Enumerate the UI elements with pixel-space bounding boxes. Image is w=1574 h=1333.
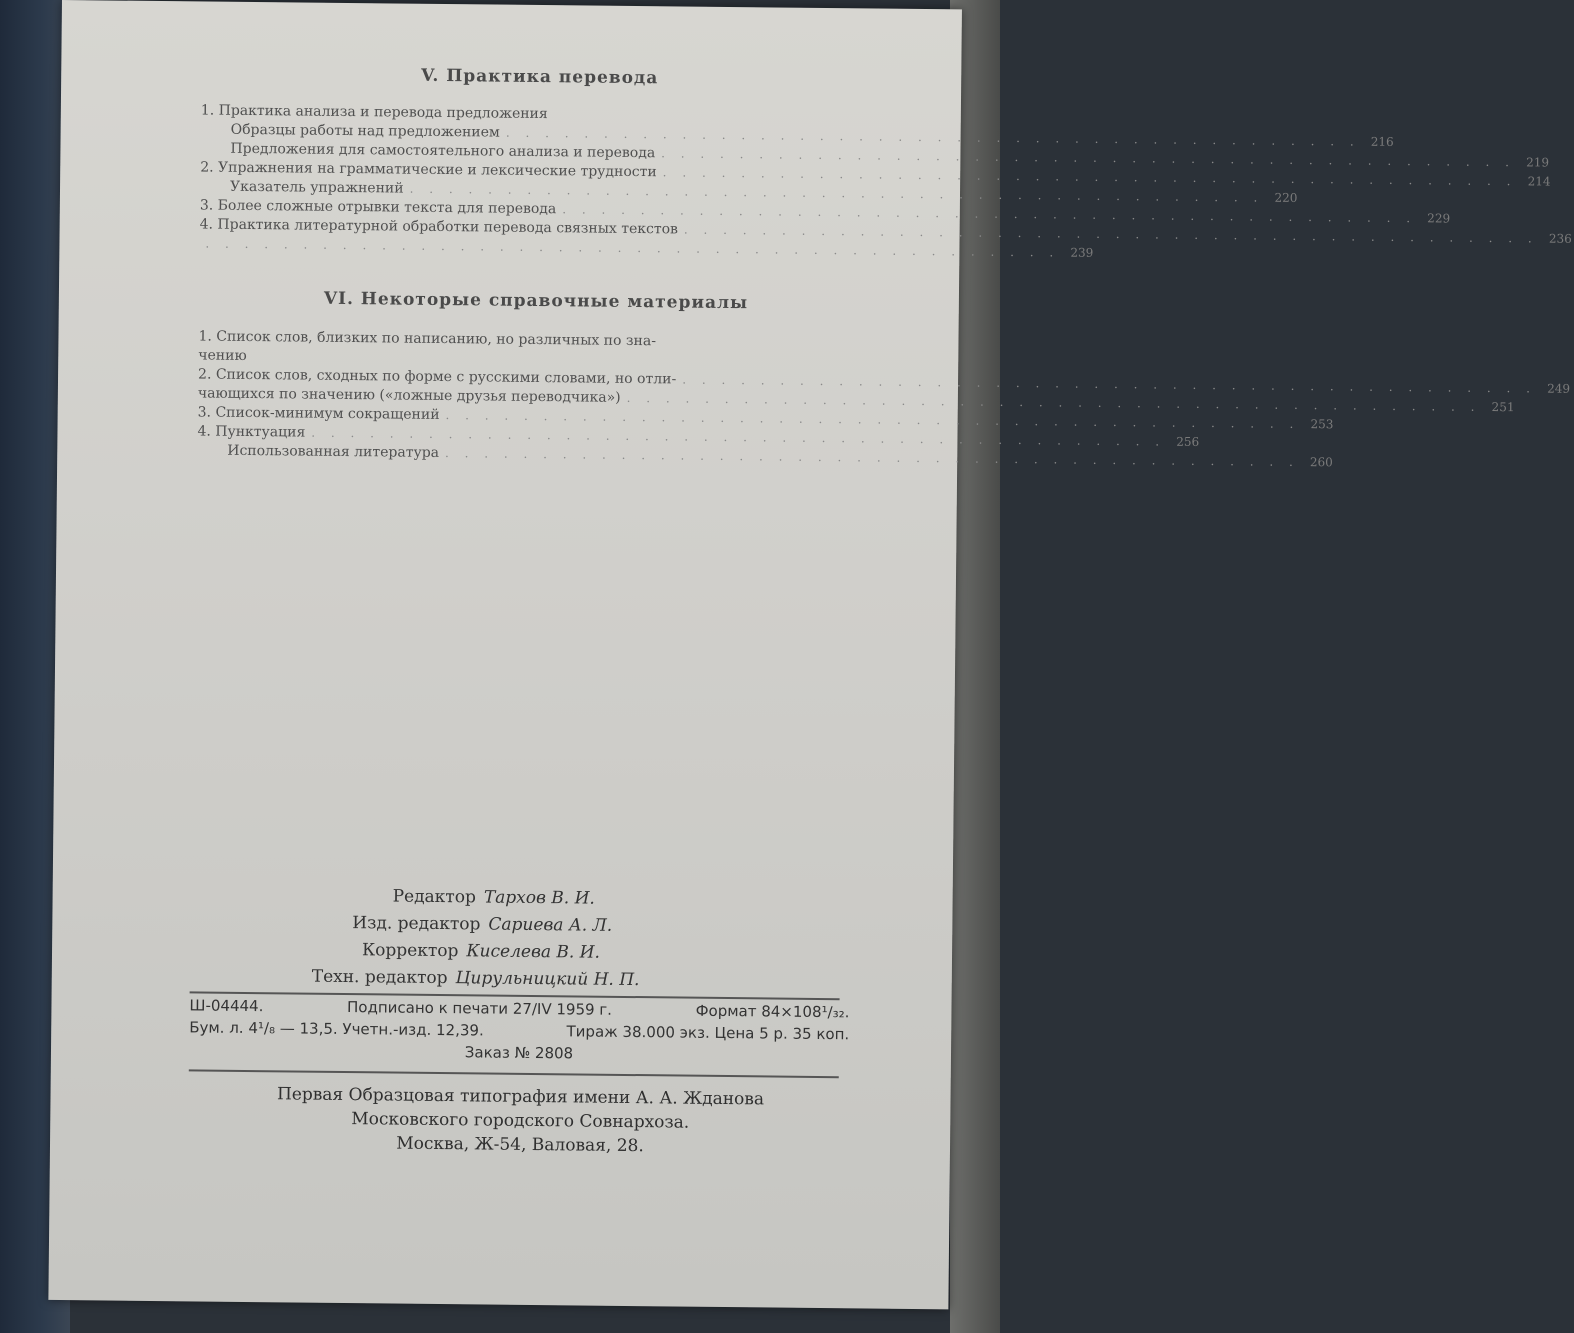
section-5-toc bbox=[199, 101, 1572, 260]
toc-leader-dots: . . . . . . . . . . . . . . . . . . . . . . . . . . . . . . . . . . . . . . . . . . . . bbox=[445, 408, 1300, 431]
imprint-code: Ш-04444. bbox=[189, 996, 264, 1016]
toc-entry-label: 2. Упражнения на грамматические и лексические трудности bbox=[200, 159, 657, 181]
toc-leader-dots: . . . . . . . . . . . . . . . . . . . . . . . . . . . . . . . . . . . . . . . . . . . . bbox=[682, 372, 1537, 396]
toc-leader-dots: . . . . . . . . . . . . . . . . . . . . . . . . . . . . . . . . . . . . . . . . . . . . bbox=[683, 222, 1538, 246]
toc-entry-page: 256 bbox=[1176, 434, 1200, 449]
credit-name: Цирульницкий Н. П. bbox=[455, 968, 640, 991]
book-page bbox=[48, 0, 1572, 1309]
toc-entry-page: 236 bbox=[1548, 231, 1572, 246]
toc-entry-label: 4. Пунктуация bbox=[197, 423, 306, 441]
toc-leader-dots: . . . . . . . . . . . . . . . . . . . . . . . . . . . . . . . . . . . . . . . . . . . . bbox=[409, 181, 1264, 205]
toc-leader-dots: . . . . . . . . . . . . . . . . . . . . . . . . . . . . . . . . . . . . . . . . . . . . bbox=[662, 165, 1517, 189]
toc-entry-label: 3. Список-минимум сокращений bbox=[197, 404, 440, 423]
credit-role: Корректор bbox=[361, 940, 459, 962]
toc-entry-label: чающихся по значению («ложные друзья переводчика») bbox=[197, 385, 621, 406]
toc-leader-dots: . . . . . . . . . . . . . . . . . . . . . . . . . . . . . . . . . . . . . . . . . . . . bbox=[626, 390, 1481, 414]
section-5-title: V. Практика перевода bbox=[421, 65, 659, 89]
toc-entry-page: 251 bbox=[1491, 399, 1515, 415]
toc-entry-label: Образцы работы над предложением bbox=[230, 121, 500, 141]
credit-name: Киселева В. И. bbox=[466, 941, 601, 963]
press-line-3: Москва, Ж-54, Валовая, 28. bbox=[396, 1133, 644, 1157]
printing-house bbox=[200, 1082, 841, 1161]
imprint-format: Формат 84×108¹/₃₂. bbox=[695, 1001, 850, 1022]
credit-role: Редактор bbox=[392, 886, 476, 908]
toc-entry-page: 216 bbox=[1370, 134, 1394, 149]
credit-publishing-editor bbox=[282, 909, 742, 941]
toc-entry-page: 229 bbox=[1427, 211, 1451, 226]
toc-entry-label: чению bbox=[198, 347, 247, 364]
imprint-block bbox=[189, 994, 850, 1067]
toc-entry-page: 249 bbox=[1547, 381, 1571, 396]
toc-entry-label: 3. Более сложные отрывки текста для перевода bbox=[199, 197, 557, 218]
divider-bottom bbox=[189, 1069, 839, 1078]
toc-entry-page: 253 bbox=[1310, 417, 1334, 432]
toc-leader-dots: . . . . . . . . . . . . . . . . . . . . . . . . . . . . . . . . . . . . . . . . . . . . bbox=[444, 446, 1299, 469]
press-line-2: Московского городского Совнархоза. bbox=[351, 1109, 690, 1133]
toc-entry-label: 1. Список слов, близких по написанию, но различных по зна- bbox=[198, 328, 657, 350]
credit-name: Тархов В. И. bbox=[483, 887, 595, 909]
imprint-order: Заказ № 2808 bbox=[464, 1043, 574, 1063]
toc-leader-dots: . . . . . . . . . . . . . . . . . . . . . . . . . . . . . . . . . . . . . . . . . . . . bbox=[205, 236, 1060, 260]
toc-entry-page: 239 bbox=[1070, 245, 1094, 260]
toc-entry-page: 219 bbox=[1526, 155, 1550, 170]
toc-entry-label: Предложения для самостоятельного анализа и перевода bbox=[230, 140, 656, 162]
imprint-print-run: Тираж 38.000 экз. Цена 5 р. 35 коп. bbox=[566, 1022, 850, 1044]
toc-entry-label: Указатель упражнений bbox=[229, 178, 404, 197]
toc-entry-page: 260 bbox=[1309, 455, 1333, 470]
toc-entry-label: Использованная литература bbox=[227, 442, 440, 461]
press-line-1: Первая Образцовая типография имени А. А. Жданова bbox=[276, 1084, 765, 1110]
toc-entry-page: 220 bbox=[1274, 190, 1298, 205]
toc-entry-label: 1. Практика анализа и перевода предложения bbox=[200, 102, 548, 123]
toc-entry-label: 2. Список слов, сходных по форме с русскими словами, но отли- bbox=[198, 366, 677, 388]
toc-entry-label: 4. Практика литературной обработки перевода связных текстов bbox=[199, 216, 679, 238]
toc-leader-dots: . . . . . . . . . . . . . . . . . . . . . . . . . . . . . . . . . . . . . . . . . . . . bbox=[311, 425, 1166, 449]
credit-name: Сариева А. Л. bbox=[488, 914, 613, 936]
credits-block bbox=[282, 882, 743, 995]
credit-role: Изд. редактор bbox=[352, 913, 481, 935]
toc-leader-dots: . . . . . . . . . . . . . . . . . . . . . . . . . . . . . . . . . . . . . . . . . . . . bbox=[505, 125, 1360, 149]
section-6-toc bbox=[197, 327, 1571, 470]
section-6-title: VI. Некоторые справочные материалы bbox=[323, 288, 749, 314]
credit-tech-editor bbox=[282, 963, 742, 995]
toc-entry-page: 214 bbox=[1527, 174, 1551, 189]
toc-leader-dots: . . . . . . . . . . . . . . . . . . . . . . . . . . . . . . . . . . . . . . . . . . . . bbox=[562, 202, 1417, 226]
toc-leader-dots: . . . . . . . . . . . . . . . . . . . . . . . . . . . . . . . . . . . . . . . . . . . . bbox=[661, 146, 1516, 170]
credit-role: Техн. редактор bbox=[311, 966, 448, 989]
imprint-paper: Бум. л. 4¹/₈ — 13,5. Учетн.-изд. 12,39. bbox=[189, 1018, 484, 1040]
imprint-signed: Подписано к печати 27/IV 1959 г. bbox=[346, 998, 613, 1019]
